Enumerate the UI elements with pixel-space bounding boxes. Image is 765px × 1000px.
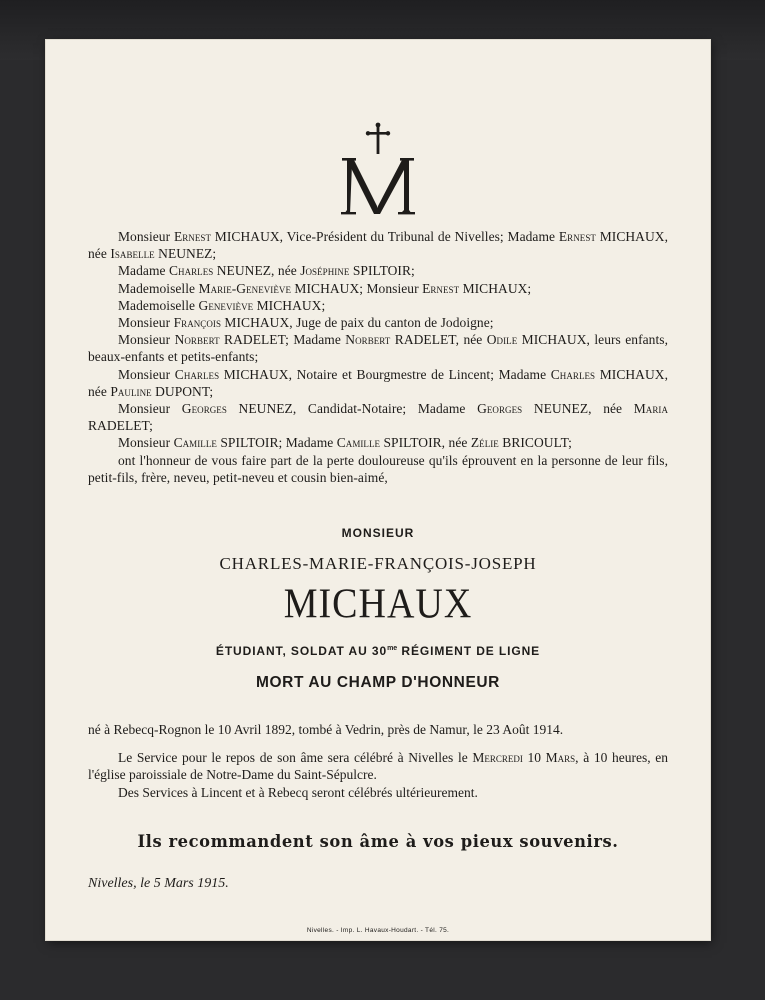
family-text: RADELET; Madame (219, 332, 346, 348)
given-name: Norbert (174, 332, 220, 348)
given-name: François (173, 315, 221, 331)
family-text: MICHAUX; Monsieur (291, 280, 423, 296)
family-line (88, 297, 668, 314)
family-text: MICHAUX, Juge de paix du canton de Jodoigne; (221, 315, 494, 331)
family-text: MICHAUX, née (88, 229, 669, 262)
service-text: Le Service pour le repos de son âme sera célébré à Nivelles le (118, 749, 473, 765)
given-name: Ernest (558, 229, 596, 244)
family-text: Monsieur (118, 366, 175, 382)
given-name: Charles (174, 366, 220, 382)
family-line (88, 331, 668, 365)
family-line (88, 366, 668, 400)
family-text: MICHAUX; (459, 280, 532, 296)
family-text: MICHAUX, née (88, 366, 668, 399)
family-line (88, 262, 668, 279)
given-name: Maria (633, 401, 668, 417)
family-text: Mademoiselle (118, 280, 199, 296)
given-name: Pauline (110, 383, 152, 399)
family-list (88, 228, 668, 486)
deceased-title: MONSIEUR (341, 526, 415, 540)
given-name: Odile (486, 332, 518, 348)
given-name: Ernest (422, 280, 460, 296)
monogram-m-cross-icon (338, 122, 418, 220)
family-text: NEUNEZ; (154, 246, 217, 262)
details-block (88, 721, 668, 801)
given-name: Norbert (345, 332, 391, 348)
given-name: Marie-Geneviève (198, 280, 291, 296)
family-text: SPILTOIR, née (380, 435, 471, 451)
occupation-regiment: RÉGIMENT DE LIGNE (397, 644, 541, 658)
family-line (88, 452, 668, 486)
family-text: NEUNEZ, née (522, 401, 634, 417)
family-line (88, 314, 668, 331)
given-name: Camille (173, 435, 217, 451)
service-day: Mercredi 10 Mars (472, 749, 576, 765)
given-name: Camille (336, 435, 381, 451)
family-text: ont l'honneur de vous faire part de la perte douloureuse qu'ils éprouvent en la personne de leur fils, petit-fils, frère, neveu, petit-neveu et cousin bien-aimé, (88, 452, 668, 485)
family-text: Monsieur (118, 229, 174, 244)
service-paragraph (88, 749, 668, 784)
family-text: MICHAUX; (253, 297, 326, 313)
closing-line: Ils recommandent son âme à vos pieux souvenirs. (137, 832, 619, 852)
family-text: Mademoiselle (118, 297, 199, 313)
family-text: NEUNEZ, née (213, 263, 301, 279)
given-name: Isabelle (110, 246, 155, 262)
family-text: RADELET, née (390, 332, 487, 348)
family-text: Monsieur (118, 401, 182, 417)
family-text: MICHAUX, Notaire et Bourgmestre de Lincent; Madame (219, 366, 551, 382)
death-statement: MORT AU CHAMP D'HONNEUR (256, 674, 500, 691)
occupation-text: ÉTUDIANT, SOLDAT AU 30 (215, 644, 388, 658)
deceased-given-names: CHARLES-MARIE-FRANÇOIS-JOSEPH (219, 554, 537, 573)
deceased-occupation (46, 644, 710, 658)
given-name: Geneviève (198, 297, 254, 313)
service-text-end: , à 10 heures, en l'église paroissiale de Notre-Dame du Saint-Sépulcre. (88, 749, 669, 782)
family-line (88, 400, 668, 434)
given-name: Ernest (173, 229, 212, 244)
given-name: Charles (168, 263, 214, 279)
dateline: Nivelles, le 5 Mars 1915. (88, 876, 229, 891)
given-name: Zélie (470, 435, 499, 451)
family-line (88, 434, 668, 451)
occupation-ordinal: me (387, 645, 398, 652)
given-name: Joséphine (300, 263, 350, 279)
family-text: SPILTOIR; Madame (216, 435, 337, 451)
given-name: Georges (181, 401, 227, 417)
family-text: MICHAUX, leurs enfants, beaux-enfants et petits-enfants; (88, 332, 669, 365)
family-text: NEUNEZ, Candidat-Notaire; Madame (226, 401, 478, 417)
family-text: Monsieur (118, 315, 174, 331)
family-text: Madame (118, 263, 169, 279)
birth-death-paragraph: né à Rebecq-Rognon le 10 Avril 1892, tombé à Vedrin, près de Namur, le 23 Août 1914. (88, 722, 564, 737)
given-name: Charles (550, 366, 596, 382)
given-name: Georges (477, 401, 523, 417)
family-text: SPILTOIR; (349, 263, 415, 279)
deceased-surname: MICHAUX (283, 580, 473, 628)
mourning-card (46, 40, 710, 940)
printer-imprint: Nivelles. - Imp. L. Havaux-Houdart. - Tél. 75. (306, 927, 450, 934)
family-text: Monsieur (118, 332, 175, 348)
family-text: RADELET; (88, 418, 153, 434)
family-text: MICHAUX, Vice-Président du Tribunal de Nivelles; Madame (211, 229, 559, 244)
family-text: DUPONT; (151, 383, 214, 399)
family-line (88, 228, 668, 262)
family-text: Monsieur (118, 435, 174, 451)
family-text: BRICOULT; (498, 435, 572, 451)
monogram (46, 122, 710, 220)
other-services-paragraph: Des Services à Lincent et à Rebecq seront célébrés ultérieurement. (118, 784, 478, 800)
family-line (88, 280, 668, 297)
